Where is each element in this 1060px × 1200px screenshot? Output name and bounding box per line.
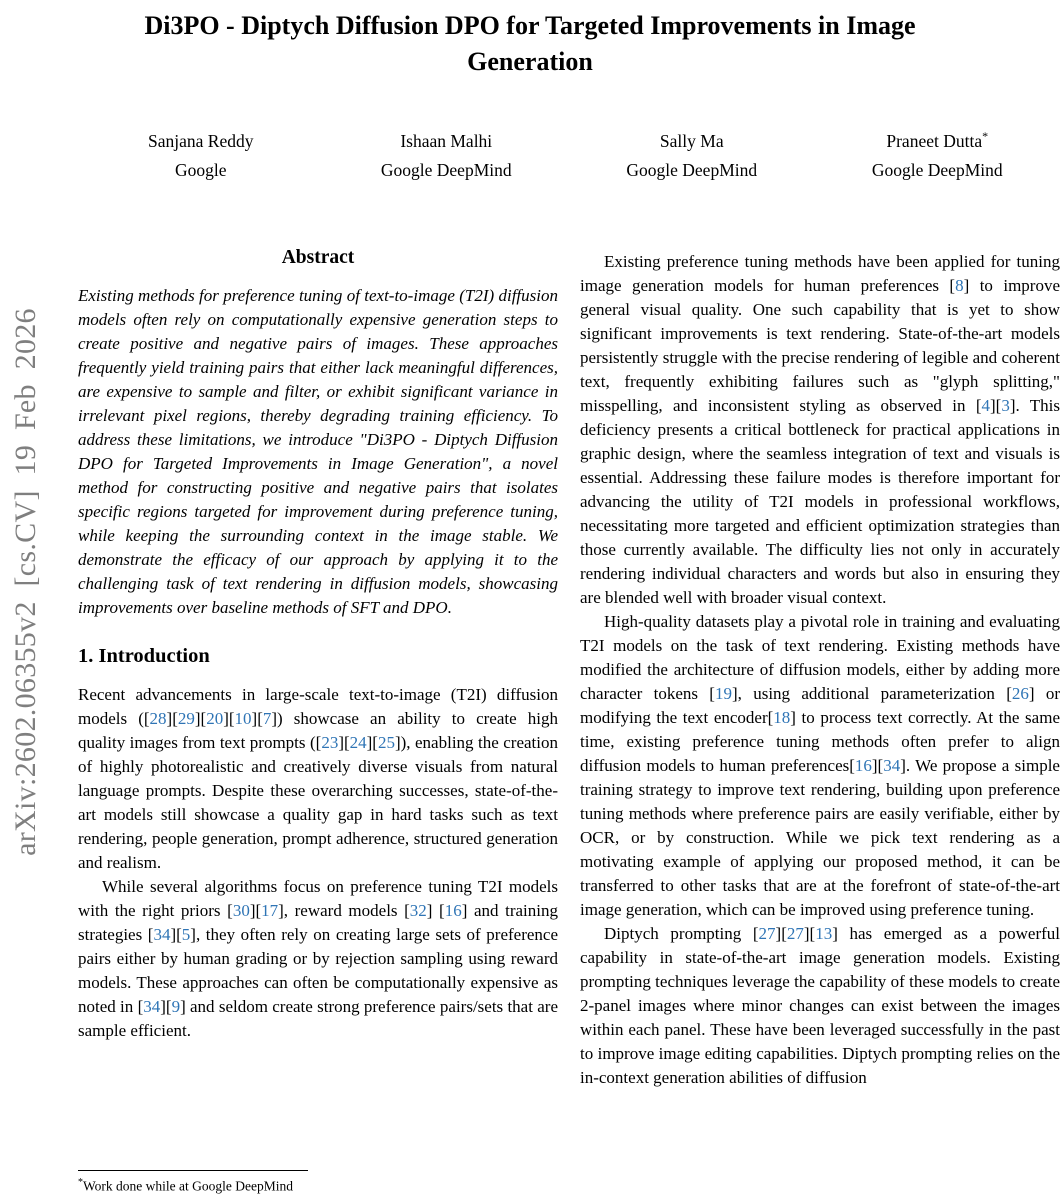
right-column bbox=[580, 238, 1060, 1200]
paragraph: High-quality datasets play a pivotal role in training and evaluating T2I models on the task of text rendering. Existing methods have modified the architecture of diffusion models, either by adding more character tokens [19], using additional parameterization [26] or modifying the text encoder[18] to process text correctly. At the same time, existing preference tuning methods often prefer to align diffusion models to human preferences[16][34]. We propose a simple training strategy to improve text rendering, building upon preference tuning methods where preference pairs are easily verifiable, either by OCR, or by construction. While we pick text rendering as a motivating example of applying our proposed method, it can be transferred to other tasks that are at the forefront of state-of-the-art image generation, which can be improved using preference tuning. bbox=[580, 612, 1060, 919]
citation-link[interactable]: 10 bbox=[234, 709, 252, 728]
author-affiliation: Google DeepMind bbox=[626, 159, 758, 180]
paper-title: Di3PO - Diptych Diffusion DPO for Targeted Improvements in Image Generation bbox=[144, 11, 916, 77]
footnote-text: *Work done while at Google DeepMind bbox=[78, 1176, 293, 1194]
citation-link[interactable]: 23 bbox=[321, 733, 339, 752]
citation-link[interactable]: 27 bbox=[786, 924, 804, 943]
citation-link[interactable]: 29 bbox=[177, 709, 195, 728]
citation-link[interactable]: 24 bbox=[349, 733, 367, 752]
citation-link[interactable]: 9 bbox=[171, 997, 181, 1016]
citation-link[interactable]: 34 bbox=[883, 756, 901, 775]
abstract-heading: Abstract bbox=[281, 247, 355, 268]
author-name: Praneet Dutta* bbox=[886, 128, 989, 151]
citation-link[interactable]: 26 bbox=[1011, 684, 1029, 703]
footnote-rule bbox=[78, 1170, 308, 1171]
paper-header bbox=[0, 0, 1060, 185]
paragraph: Diptych prompting [27][27][13] has emerged as a powerful capability in state-of-the-art image generation models. Existing prompting techniques leverage the capability of these models to create 2-panel images where minor changes can exist between the images within each panel. These have been leveraged successfully in the past to improve image editing capabilities. Diptych prompting relies on the in-context generation abilities of diffusion bbox=[580, 924, 1060, 1087]
citation-link[interactable]: 18 bbox=[773, 708, 791, 727]
citation-link[interactable]: 34 bbox=[153, 925, 171, 944]
author-entry bbox=[569, 127, 815, 185]
citation-link[interactable]: 8 bbox=[955, 276, 964, 295]
author-affiliation: Google DeepMind bbox=[871, 159, 1003, 180]
author-entry bbox=[324, 127, 570, 185]
section-heading-introduction: 1. Introduction bbox=[78, 645, 210, 667]
author-name: Sanjana Reddy bbox=[148, 130, 254, 151]
citation-link[interactable]: 27 bbox=[758, 924, 776, 943]
author-name: Sally Ma bbox=[659, 130, 724, 151]
author-name: Ishaan Malhi bbox=[400, 130, 493, 151]
abstract-text: Existing methods for preference tuning of text-to-image (T2I) diffusion models often rely on computationally expensive generation steps to create positive and negative pairs of images. These approaches frequently yield training pairs that either lack meaningful differences, are expensive to sample and filter, or exhibit significant variance in irrelevant pixel regions, thereby degrading training efficiency. To address these limitations, we introduce "Di3PO - Diptych Diffusion DPO for Targeted Improvements in Image Generation", a novel method for constructing positive and negative pairs that isolates specific regions targeted for improvement during preference tuning, while keeping the surrounding context in the image stable. We demonstrate the efficacy of our approach by applying it to the challenging task of text rendering in diffusion models, showcasing improvements over baseline methods of SFT and DPO. bbox=[78, 286, 558, 617]
author-block bbox=[78, 127, 1060, 185]
author-affiliation: Google bbox=[174, 159, 227, 180]
citation-link[interactable]: 19 bbox=[714, 684, 732, 703]
citation-link[interactable]: 20 bbox=[206, 709, 224, 728]
citation-link[interactable]: 17 bbox=[261, 901, 279, 920]
two-column-body bbox=[78, 238, 1060, 1200]
citation-link[interactable]: 5 bbox=[181, 925, 191, 944]
citation-link[interactable]: 30 bbox=[232, 901, 250, 920]
author-entry bbox=[815, 127, 1060, 185]
citation-link[interactable]: 32 bbox=[409, 901, 427, 920]
citation-link[interactable]: 34 bbox=[143, 997, 161, 1016]
citation-link[interactable]: 7 bbox=[262, 709, 272, 728]
left-column bbox=[78, 238, 558, 1200]
author-entry bbox=[78, 127, 324, 185]
paragraph: Recent advancements in large-scale text-to-image (T2I) diffusion models ([28][29][20][10][7]) showcase an ability to create high quality images from text prompts ([23][24][25]), enabling the creation of highly photorealistic and creatively diverse visuals from natural language prompts. Despite these overarching successes, state-of-the-art models still showcase a quality gap in hard tasks such as text rendering, people generation, prompt adherence, structured generation and realism. bbox=[78, 685, 558, 872]
footnote bbox=[78, 1163, 558, 1196]
arxiv-stamp: arXiv:2602.06355v2 [cs.CV] 19 Feb 2026 bbox=[9, 308, 42, 856]
citation-link[interactable]: 28 bbox=[149, 709, 167, 728]
paragraph: Existing preference tuning methods have been applied for tuning image generation models for human preferences [8] to improve general visual quality. One such capability that is yet to show significant improvements is text rendering. State-of-the-art models persistently struggle with the precise rendering of legible and coherent text, frequently exhibiting failures such as "glyph splitting," misspelling, and inconsistent styling as observed in [4][3]. This deficiency presents a critical bottleneck for practical applications in graphic design, where the seamless integration of text and visuals is essential. Addressing these failure modes is therefore important for advancing the utility of T2I models in professional workflows, necessitating more targeted and efficient optimization strategies than those currently available. The difficulty lies not only in accurately rendering individual characters and words but also in ensuring they are blended well with broader visual context. bbox=[580, 252, 1060, 607]
citation-link[interactable]: 3 bbox=[1001, 396, 1010, 415]
paragraph: While several algorithms focus on preference tuning T2I models with the right priors [30][17], reward models [32] [16] and training strategies [34][5], they often rely on creating large sets of preference pairs either by human grading or by rejection sampling using reward models. These approaches can often be computationally expensive as noted in [34][9] and seldom create strong preference pairs/sets that are sample efficient. bbox=[78, 877, 558, 1040]
author-affiliation: Google DeepMind bbox=[380, 159, 512, 180]
citation-link[interactable]: 13 bbox=[815, 924, 833, 943]
citation-link[interactable]: 4 bbox=[981, 396, 990, 415]
citation-link[interactable]: 16 bbox=[854, 756, 872, 775]
citation-link[interactable]: 25 bbox=[377, 733, 395, 752]
citation-link[interactable]: 16 bbox=[444, 901, 462, 920]
